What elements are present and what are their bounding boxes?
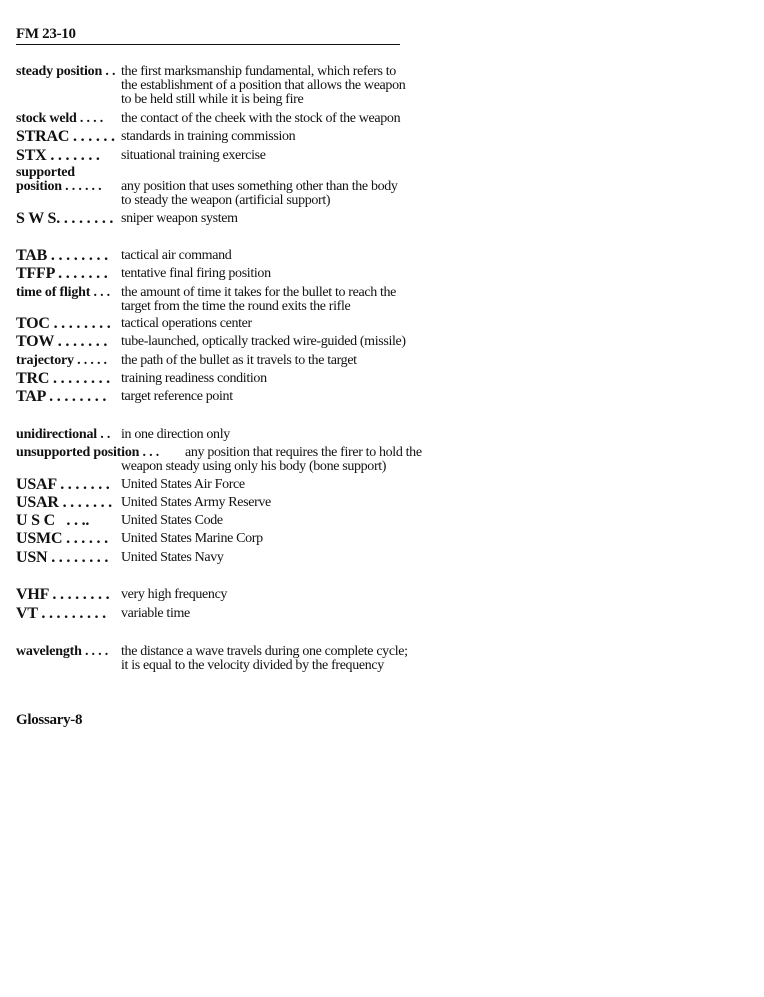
glossary-entry-unsupported-position [16,445,422,475]
glossary-term: TFFP . . . . . . . [16,265,108,282]
glossary-definition: any position that uses something other than the body to steady the weapon (artificial support) [121,179,398,208]
glossary-definition: variable time [121,606,190,621]
glossary-definition: in one direction only [121,427,230,442]
glossary-definition: training readiness condition [121,371,267,386]
glossary-term: unsupported position . . . [16,445,160,460]
glossary-entry-wavelength [16,644,416,674]
glossary-term: USAF . . . . . . . [16,476,110,493]
glossary-definition: United States Code [121,513,223,528]
glossary-definition: tactical air command [121,248,232,263]
glossary-term: U S C . . .. [16,512,90,529]
glossary-definition: any position that requires the firer to hold the weapon steady using only his body (bone support) [121,445,422,474]
glossary-entry-vt [16,606,416,624]
glossary-entry-time-of-flight [16,285,416,315]
glossary-definition: United States Navy [121,550,224,565]
glossary-term: VHF . . . . . . . . [16,586,110,603]
glossary-entry-tab [16,248,416,266]
glossary-term: steady position . . [16,64,116,79]
glossary-definition: United States Army Reserve [121,495,271,510]
glossary-term: trajectory . . . . . [16,353,107,368]
glossary-term: time of flight . . . [16,285,110,300]
glossary-definition: very high frequency [121,587,228,602]
manual-number: FM 23-10 [16,26,76,42]
glossary-entry-usc [16,513,416,531]
glossary-definition: situational training exercise [121,148,266,163]
glossary-entry-unidirectional [16,427,416,445]
glossary-list [16,0,422,997]
glossary-term: TRC . . . . . . . . [16,370,110,387]
glossary-entry-strac [16,129,416,147]
glossary-term: VT . . . . . . . . . [16,605,106,622]
glossary-entry-tffp [16,266,416,284]
glossary-term-line2: position . . . . . . [16,179,102,194]
glossary-definition: tactical operations center [121,316,252,331]
page-number: Glossary-8 [16,712,83,728]
glossary-term: USN . . . . . . . . [16,549,109,566]
glossary-term: STRAC . . . . . . [16,128,115,145]
glossary-entry-usmc [16,531,416,549]
glossary-term: USMC . . . . . . [16,530,108,547]
glossary-term: unidirectional . . [16,427,111,442]
glossary-definition: the first marksmanship fundamental, which refers to the establishment of a position that allows the weapon to be held still while it is being fire [121,64,406,107]
glossary-definition: the amount of time it takes for the bullet to reach the target from the time the round exits the rifle [121,285,397,314]
glossary-entry-trajectory [16,353,416,371]
glossary-entry-stock-weld [16,111,416,129]
glossary-entry-vhf [16,587,416,605]
glossary-entry-steady-position [16,64,416,108]
glossary-definition: United States Marine Corp [121,531,263,546]
glossary-definition: the distance a wave travels during one complete cycle; it is equal to the velocity divided by the frequency [121,644,408,673]
glossary-definition: standards in training commission [121,129,296,144]
glossary-term: stock weld . . . . [16,111,104,126]
glossary-entry-usar [16,495,416,513]
glossary-entry-trc [16,371,416,389]
glossary-definition: target reference point [121,389,233,404]
glossary-term: TAB . . . . . . . . [16,247,108,264]
glossary-entry-supported-position [16,166,416,208]
glossary-entry-tow [16,334,416,352]
glossary-term: S W S. . . . . . . . [16,210,114,227]
glossary-definition: tentative final firing position [121,266,271,281]
glossary-definition: the contact of the cheek with the stock of the weapon [121,111,401,126]
glossary-entry-toc [16,316,416,334]
glossary-term: STX . . . . . . . [16,147,100,164]
glossary-definition: United States Air Force [121,477,245,492]
glossary-term: TAP . . . . . . . . [16,388,107,405]
glossary-definition: the path of the bullet as it travels to the target [121,353,357,368]
glossary-entry-sws [16,211,416,229]
glossary-term: TOW . . . . . . . [16,333,108,350]
glossary-definition: sniper weapon system [121,211,238,226]
glossary-term: USAR . . . . . . . [16,494,112,511]
glossary-term: wavelength . . . . [16,644,109,659]
glossary-term: TOC . . . . . . . . [16,315,111,332]
glossary-entry-usn [16,550,416,568]
glossary-entry-stx [16,148,416,166]
glossary-entry-tap [16,389,416,407]
glossary-entry-usaf [16,477,416,495]
glossary-definition: tube-launched, optically tracked wire-guided (missile) [121,334,406,349]
glossary-term-line1: supported [16,165,75,180]
